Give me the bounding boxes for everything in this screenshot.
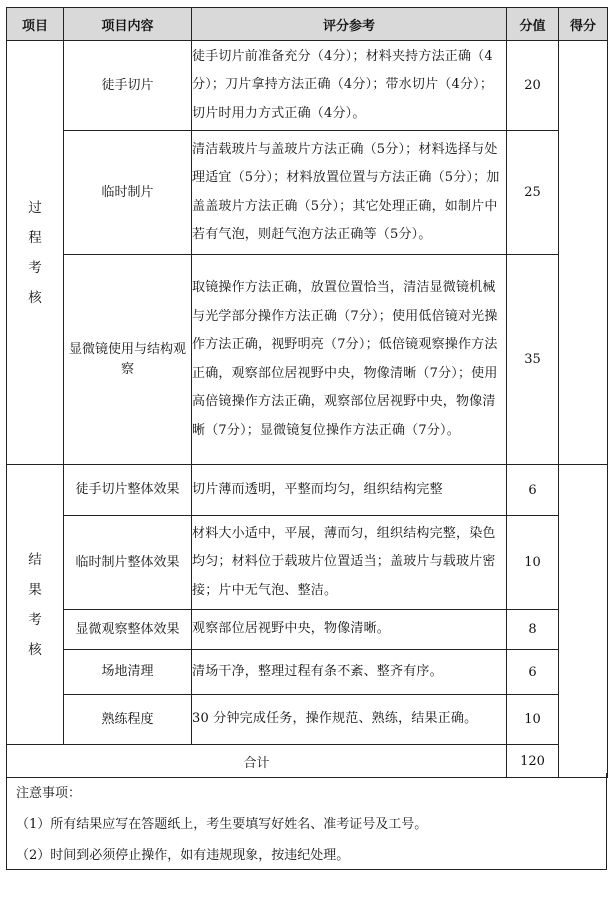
category-char: 核: [28, 641, 42, 658]
item-name: 临时制片整体效果: [64, 516, 192, 610]
item-name: 临时制片: [64, 131, 192, 255]
score-value: 6: [507, 650, 559, 695]
category-char: 结: [28, 551, 42, 568]
reference-text: 30 分钟完成任务，操作规范、熟练，结果正确。: [192, 695, 507, 745]
table-row: [7, 610, 608, 650]
category-char: 果: [28, 581, 42, 598]
header-reference: 评分参考: [192, 8, 507, 41]
category-char: 考: [28, 611, 42, 628]
score-value: 25: [507, 131, 559, 255]
score-value: 8: [507, 610, 559, 650]
table-row: [7, 465, 608, 516]
reference-text: 切片薄而透明，平整而均匀，组织结构完整: [192, 465, 507, 516]
note-item: （2）时间到必须停止操作，如有违规现象，按违纪处理。: [16, 848, 350, 863]
item-name: 显微观察整体效果: [64, 610, 192, 650]
table-row: [7, 255, 608, 465]
item-name: 徒手切片整体效果: [64, 465, 192, 516]
header-score: 分值: [507, 8, 559, 41]
category-char: 考: [28, 259, 42, 276]
table-row: [7, 131, 608, 255]
category-char: 过: [28, 199, 42, 216]
got-score-cell[interactable]: [559, 41, 608, 465]
header-row: [7, 8, 608, 41]
notes-box: [6, 773, 607, 870]
got-score-cell[interactable]: [559, 465, 608, 778]
result-category: [7, 465, 64, 745]
score-value: 10: [507, 516, 559, 610]
scoring-table: [6, 7, 608, 778]
score-value: 20: [507, 41, 559, 131]
score-value: 6: [507, 465, 559, 516]
item-name: 场地清理: [64, 650, 192, 695]
reference-text: 观察部位居视野中央，物像清晰。: [192, 610, 507, 650]
header-content: 项目内容: [64, 8, 192, 41]
total-label: 合计: [7, 745, 507, 778]
score-value: 35: [507, 255, 559, 465]
table-row: [7, 41, 608, 131]
reference-text: 取镜操作方法正确，放置位置恰当，清洁显微镜机械与光学部分操作方法正确（7分）；使用低倍镜对光操作方法正确，视野明亮（7分）；低倍镜观察操作方法正确，观察部位居视野中央，物像清晰（7分）；使用高倍镜操作方法正确，观察部位居视野中央，物像清晰（7分）；显微镜复位操作方法正确（7分）。: [192, 255, 507, 465]
table-row: [7, 695, 608, 745]
category-char: 核: [28, 289, 42, 306]
table-row: [7, 516, 608, 610]
reference-text: 材料大小适中，平展，薄而匀，组织结构完整，染色均匀；材料位于载玻片位置适当；盖玻片与载玻片密接；片中无气泡、整洁。: [192, 516, 507, 610]
header-got: 得分: [559, 8, 608, 41]
process-category: [7, 41, 64, 465]
score-value: 10: [507, 695, 559, 745]
reference-text: 徒手切片前准备充分（4分）；材料夹持方法正确（4分）；刀片拿持方法正确（4分）；带水切片（4分）；切片时用力方式正确（4分）。: [192, 41, 507, 131]
total-score: 120: [507, 745, 559, 778]
reference-text: 清洁载玻片与盖玻片方法正确（5分）；材料选择与处理适宜（5分）；材料放置位置与方法正确（5分）；加盖盖玻片方法正确（5分）；其它处理正确，如制片中若有气泡，则赶气泡方法正确等（5分）。: [192, 131, 507, 255]
note-item: （1）所有结果应写在答题纸上，考生要填写好姓名、准考证号及工号。: [16, 817, 428, 832]
notes-title: 注意事项：: [16, 786, 82, 801]
item-name: 熟练程度: [64, 695, 192, 745]
item-name: 徒手切片: [64, 41, 192, 131]
category-char: 程: [28, 229, 42, 246]
reference-text: 清场干净，整理过程有条不紊、整齐有序。: [192, 650, 507, 695]
item-name: 显微镜使用与结构观察: [64, 255, 192, 465]
table-row: [7, 650, 608, 695]
header-project: 项目: [7, 8, 64, 41]
